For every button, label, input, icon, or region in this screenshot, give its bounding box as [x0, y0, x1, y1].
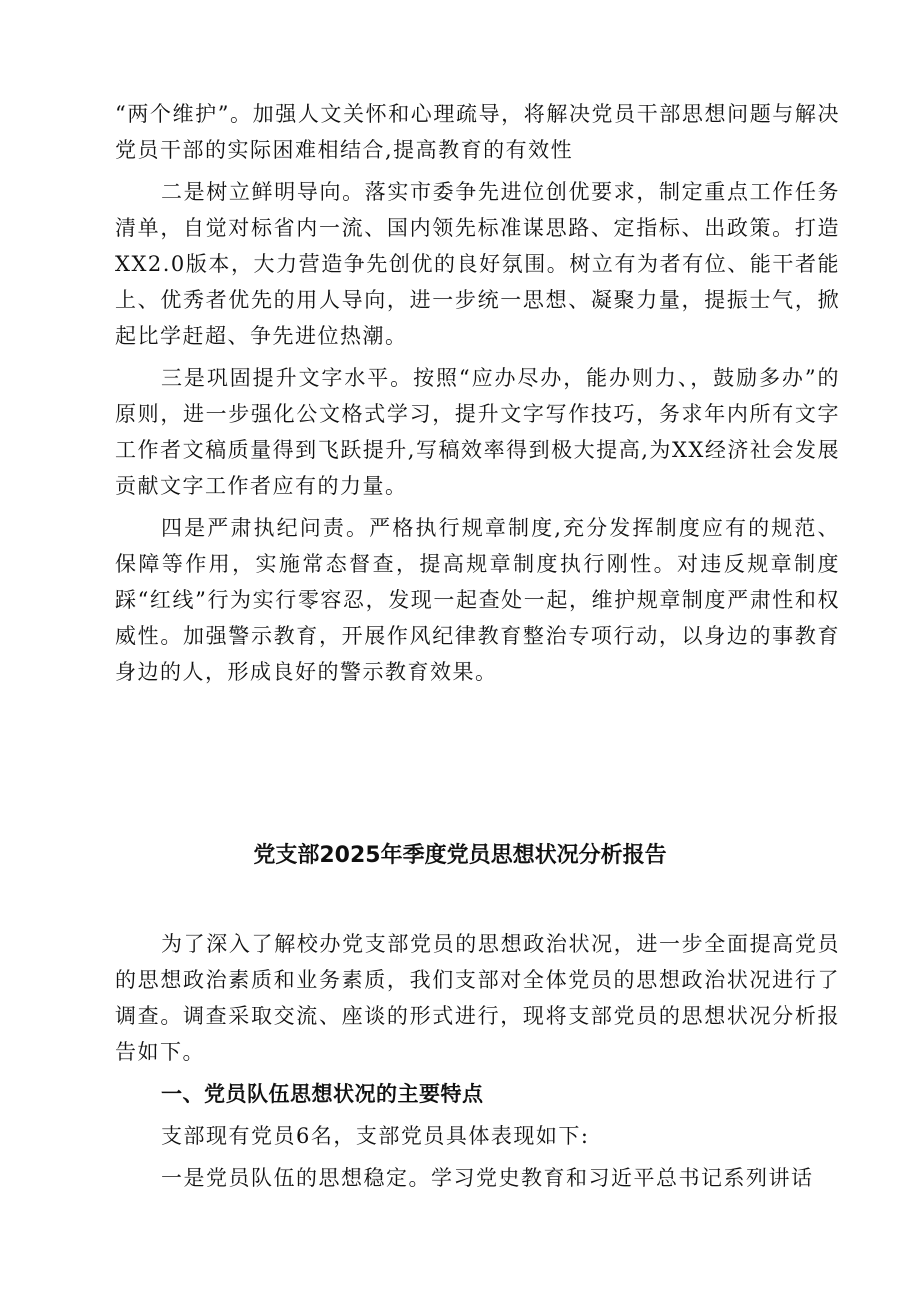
members-paragraph: 支部现有党员6名，支部党员具体表现如下: [161, 1124, 590, 1148]
report-intro-paragraph: 为了深入了解校办党支部党员的思想政治状况，进一步全面提高党员的思想政治素质和业务素质，我们支部对全体党员的思想政治状况进行了调查。调查采取交流、座谈的形式进行，现将支部党员的思想状况分析报告如下。 [115, 932, 840, 1064]
continuation-paragraph-3: 三是巩固提升文字水平。按照“应办尽办，能办则力、，鼓励多办”的原则，进一步强化公文格式学习，提升文字写作技巧，务求年内所有文字工作者文稿质量得到飞跃提升,写稿效率得到极大提高,为XX经济社会发展贡献文字工作者应有的力量。 [115, 366, 840, 498]
continuation-paragraph-1: “两个维护”。加强人文关怀和心理疏导，将解决党员干部思想问题与解决党员干部的实际困难相结合,提高教育的有效性 [115, 102, 840, 162]
continuation-paragraph-4: 四是严肃执纪问责。严格执行规章制度,充分发挥制度应有的规范、保障等作用，实施常态督查，提高规章制度执行刚性。对违反规章制度踩“红线”行为实行零容忍，发现一起查处一起，维护规章制度严肃性和权威性。加强警示教育，开展作风纪律教育整治专项行动，以身边的事教育身边的人，形成良好的警示教育效果。 [115, 516, 840, 684]
report-body [115, 926, 840, 1196]
point-1-paragraph: 一是党员队伍的思想稳定。学习党史教育和习近平总书记系列讲话 [161, 1166, 814, 1190]
section-heading-1: 一、党员队伍思想状况的主要特点 [161, 1082, 484, 1106]
continuation-paragraph-2: 二是树立鲜明导向。落实市委争先进位创优要求，制定重点工作任务清单，自觉对标省内一流、国内领先标准谋思路、定指标、出政策。打造XX2.0版本，大力营造争先创优的良好氛围。树立有为者有位、能干者能上、优秀者优先的用人导向，进一步统一思想、凝聚力量，提振士气，掀起比学赶超、争先进位热潮。 [115, 180, 840, 348]
report-title: 党支部2025年季度党员思想状况分析报告 [253, 843, 667, 868]
previous-document-section [115, 96, 840, 690]
